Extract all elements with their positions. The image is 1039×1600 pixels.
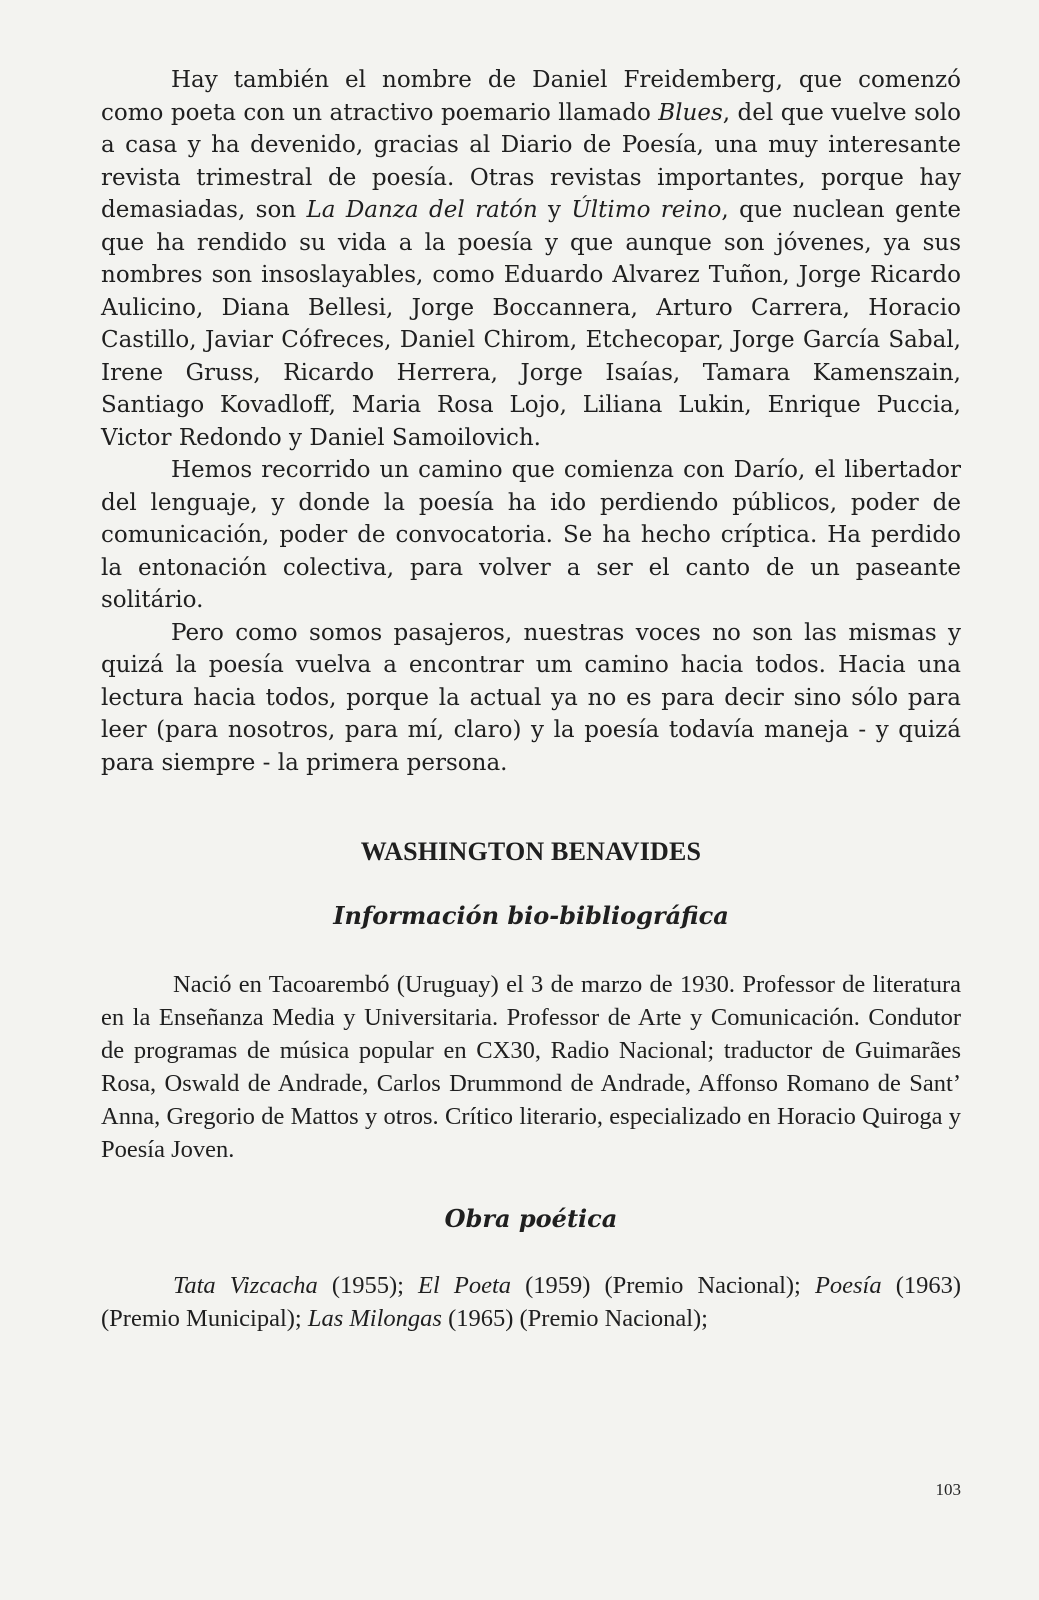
bio-paragraph: Nació en Tacoarembó (Uruguay) el 3 de marzo de 1930. Professor de literatura en la Enseñanza Media y Universitaria. Professor de Arte y Comunicación. Condutor de programas de música popular en CX30, Radio Nacional; traductor de Guimarães Rosa, Oswald de Andrade, Carlos Drummond de Andrade, Affonso Romano de Sant’ Anna, Gregorio de Mattos y otros. Crítico literario, especializado en Horacio Quiroga y Poesía Joven. [101,971,961,1163]
work-title: El Poeta [418,1272,512,1299]
paragraph-text: Hay también el nombre de Daniel Freidemberg, que comenzó como poeta con un atractivo poemario llamado [101,67,961,126]
journal-title-ultimo-reino: Último reino [571,197,722,223]
works-list [101,1269,961,1335]
work-title: Poesía [814,1272,882,1299]
paragraph-pasajeros: Pero como somos pasajeros, nuestras voces no son las mismas y quizá la poesía vuelva a encontrar um camino hacia todos. Hacia una lectura hacia todos, porque la actual ya no es para decir sino sólo para leer (para nosotros, para mí, claro) y la poesía todavía maneja - y quizá para siempre - la primera persona. [101,619,961,776]
paragraph-text: y [537,197,572,223]
paragraph-dario: Hemos recorrido un camino que comienza con Darío, el libertador del lenguaje, y donde la poesía ha ido perdiendo públicos, poder de comunicación, poder de convocatoria. Se ha hecho críptica. Ha perdido la entonación colectiva, para volver a ser el canto de un paseante solitário. [101,457,961,613]
work-title: Tata Vizcacha [173,1272,318,1299]
paragraph-text: , que nuclean gente que ha rendido su vida a la poesía y que aunque son jóvenes, ya sus nombres son insoslayables, como Eduardo Alvarez Tuñon, Jorge Ricardo Aulicino, Diana Bellesi, Jorge Boccannera, Arturo Carrera, Horacio Castillo, Javiar Cófreces, Daniel Chirom, Etchecopar, Jorge García Sabal, Irene Gruss, Ricardo Herrera, Jorge Isaías, Tamara Kamenszain, Santiago Kovadloff, Maria Rosa Lojo, Liliana Lukin, Enrique Puccia, Victor Redondo y Daniel Samoilovich. [101,197,961,451]
book-title-blues: Blues [658,99,723,126]
works-heading: Obra poética [444,1204,618,1233]
paragraph-freidemberg [101,64,961,454]
work-title: Las Milongas [307,1305,442,1332]
work-detail: (1955); [317,1272,419,1299]
page-body [101,64,961,1335]
work-detail: (1959) (Premio Nacional); [511,1272,815,1299]
work-detail: (1963)(Premio Municipal); [101,1272,962,1332]
bio-heading: Información bio-bibliográfica [333,901,729,930]
page-number: 103 [935,1480,961,1499]
section-title: WASHINGTON BENAVIDES [360,837,702,866]
journal-title-danza: La Danza del ratón [306,197,538,223]
work-detail: (1965) (Premio Nacional); [441,1305,708,1332]
paragraph-text: , del que vuelve solo a casa y ha devenido, gracias al Diario de Poesía, una muy interesante revista trimestral de poesía. Otras revistas importantes, porque hay demasiadas, son [101,99,961,223]
